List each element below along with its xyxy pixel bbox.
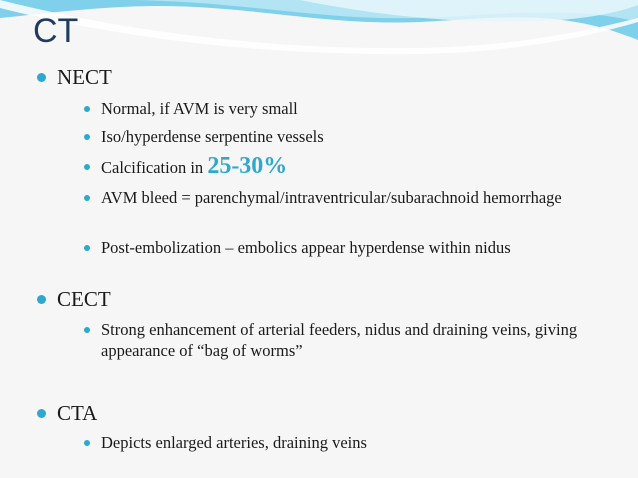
list-item: Strong enhancement of arterial feeders, nidus and draining veins, giving appearance of “bag of worms”: [101, 319, 591, 361]
bullet-icon: [37, 295, 46, 304]
bullet-icon: [84, 440, 90, 446]
section-heading-cect: CECT: [57, 287, 111, 311]
list-item: AVM bleed = parenchymal/intraventricular/subarachnoid hemorrhage: [101, 187, 591, 208]
section-heading-nect: NECT: [57, 65, 112, 89]
bullet-icon: [37, 409, 46, 418]
header-wave-decoration: [0, 0, 638, 60]
slide-title: CT: [33, 12, 79, 50]
list-item: Post-embolization – embolics appear hyperdense within nidus: [101, 237, 591, 258]
calcification-percentage: 25-30%: [207, 153, 288, 179]
bullet-icon: [37, 73, 46, 82]
list-item: Iso/hyperdense serpentine vessels: [101, 126, 591, 147]
list-item: Normal, if AVM is very small: [101, 98, 591, 119]
bullet-icon: [84, 327, 90, 333]
list-item: Calcification in 25-30%: [101, 156, 591, 178]
list-item: Depicts enlarged arteries, draining veins: [101, 432, 591, 453]
bullet-icon: [84, 106, 90, 112]
bullet-icon: [84, 245, 90, 251]
section-heading-cta: CTA: [57, 401, 97, 425]
bullet-icon: [84, 195, 90, 201]
bullet-icon: [84, 164, 90, 170]
bullet-icon: [84, 134, 90, 140]
